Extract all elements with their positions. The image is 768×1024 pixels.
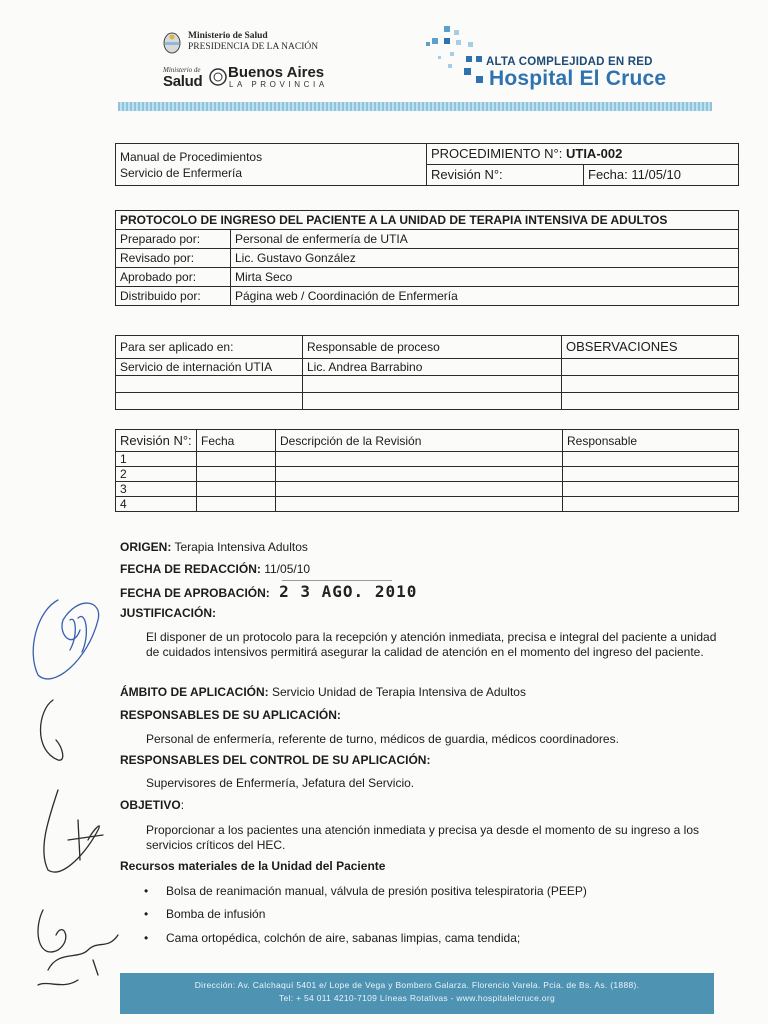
table-row	[116, 359, 739, 376]
col-header: Para ser aplicado en:	[116, 336, 303, 359]
table-cell	[562, 359, 739, 376]
procedure-header-table	[115, 143, 739, 186]
objetivo-heading: OBJETIVO:	[120, 798, 185, 812]
redaccion-value: 11/05/10	[260, 562, 311, 576]
table-row	[116, 376, 739, 393]
table-cell: Lic. Andrea Barrabino	[303, 359, 562, 376]
footer-band	[120, 973, 714, 1014]
table-cell: Servicio de internación UTIA	[116, 359, 303, 376]
list-item: • Bolsa de reanimación manual, válvula de presión positiva telespiratoria (PEEP)	[144, 884, 587, 898]
protocol-table	[115, 210, 739, 306]
ambito-label: ÁMBITO DE APLICACIÓN:	[120, 685, 269, 699]
col-header: Descripción de la Revisión	[276, 430, 563, 452]
revision-table	[115, 429, 739, 512]
bullet-square-icon	[476, 76, 483, 83]
hospital-cross-logo-icon	[424, 22, 484, 88]
list-item: • Bomba de infusión	[144, 907, 266, 921]
table-row	[116, 230, 739, 249]
redaccion-label: FECHA DE REDACCIÓN:	[120, 562, 261, 576]
footer-contact: Tel: + 54 011 4210-7109 Líneas Rotativas - www.hospitalelcruce.org	[279, 993, 555, 1003]
ministerio-line1: Ministerio de Salud	[188, 31, 268, 41]
revision-number: 3	[116, 482, 197, 497]
col-header: OBSERVACIONES	[562, 336, 739, 359]
table-row	[116, 497, 739, 512]
argentina-shield-icon	[163, 32, 181, 54]
objetivo-text: Proporcionar a los pacientes una atención inmediata y precisa ya desde el momento de su ingreso a los servicios críticos del HEC.	[146, 823, 699, 852]
servicio-label: Servicio de Enfermería	[120, 165, 243, 180]
buenos-aires-seal-icon	[209, 68, 227, 86]
table-row	[116, 452, 739, 467]
col-header: Responsable	[563, 430, 739, 452]
ministerio-line2: PRESIDENCIA DE LA NACIÓN	[188, 42, 319, 52]
col-header: Fecha	[197, 430, 276, 452]
footer-address: Dirección: Av. Calchaquí 5401 e/ Lope de Vega y Bombero Galarza. Florencio Varela. Pcia. de Bs. As. (1888).	[194, 980, 640, 990]
table-row	[116, 467, 739, 482]
table-row	[116, 393, 739, 410]
table-row	[116, 249, 739, 268]
recursos-heading: Recursos materiales de la Unidad del Paciente	[120, 859, 386, 873]
col-header: Responsable de proceso	[303, 336, 562, 359]
revision-number: 1	[116, 452, 197, 467]
proc-label: PROCEDIMIENTO N°:	[431, 146, 566, 161]
approval-date-stamp: 2 3 AGO. 2010	[279, 582, 418, 601]
list-item: • Cama ortopédica, colchón de aire, sabanas limpias, cama tendida;	[144, 931, 521, 945]
fecha-aprobacion-line	[120, 584, 417, 601]
resp-control-heading: RESPONSABLES DEL CONTROL DE SU APLICACIÓN:	[120, 753, 431, 767]
header-divider-band	[118, 102, 712, 111]
table-row	[116, 287, 739, 306]
ba-ministerio-label: Ministerio de	[163, 66, 201, 74]
row-label: Aprobado por:	[116, 268, 231, 287]
application-table	[115, 335, 739, 410]
hospital-name: Hospital El Cruce	[476, 67, 666, 91]
fecha-redaccion-line	[120, 562, 310, 577]
buenos-aires-label: Buenos Aires	[228, 64, 325, 81]
justificacion-heading: JUSTIFICACIÓN:	[120, 606, 216, 620]
proc-value: UTIA-002	[565, 146, 623, 161]
revision-number: 2	[116, 467, 197, 482]
resp-aplicacion-heading: RESPONSABLES DE SU APLICACIÓN:	[120, 708, 341, 722]
origen-line	[120, 540, 308, 555]
la-provincia-label: LA PROVINCIA	[229, 80, 328, 89]
stamp-underline	[282, 580, 392, 581]
manual-label: Manual de Procedimientos	[120, 149, 263, 164]
ambito-line	[120, 685, 526, 700]
revision-label: Revisión N°:	[427, 165, 584, 186]
row-value: Mirta Seco	[231, 268, 739, 287]
handwritten-signature	[18, 590, 130, 1010]
ambito-value: Servicio Unidad de Terapia Intensiva de Adultos	[268, 685, 526, 699]
origen-value: Terapia Intensiva Adultos	[171, 540, 308, 554]
ministerio-salud-logo	[188, 31, 318, 53]
row-label: Distribuido por:	[116, 287, 231, 306]
origen-label: ORIGEN:	[120, 540, 172, 554]
table-row	[116, 482, 739, 497]
resp-aplicacion-text: Personal de enfermería, referente de turno, médicos de guardia, médicos coordinadores.	[146, 732, 619, 746]
row-value: Página web / Coordinación de Enfermería	[231, 287, 739, 306]
row-label: Preparado por:	[116, 230, 231, 249]
ba-salud-label: Salud	[163, 73, 203, 90]
table-row	[116, 268, 739, 287]
fecha-label: Fecha: 11/05/10	[584, 165, 739, 186]
row-value: Personal de enfermería de UTIA	[231, 230, 739, 249]
aprobacion-label: FECHA DE APROBACIÓN:	[120, 586, 270, 600]
row-value: Lic. Gustavo González	[231, 249, 739, 268]
justificacion-text: El disponer de un protocolo para la recepción y atención inmediata, precisa e integral del paciente a unidad de cuidados intensivos permitirá asegurar la calidad de atención en el momento del ingreso del paciente.	[146, 630, 717, 659]
resp-control-text: Supervisores de Enfermería, Jefatura del Servicio.	[146, 776, 415, 790]
hospital-subtitle: ALTA COMPLEJIDAD EN RED	[486, 56, 653, 68]
revision-number: 4	[116, 497, 197, 512]
col-header: Revisión N°:	[116, 430, 197, 452]
row-label: Revisado por:	[116, 249, 231, 268]
protocol-title: PROTOCOLO DE INGRESO DEL PACIENTE A LA UNIDAD DE TERAPIA INTENSIVA DE ADULTOS	[116, 211, 739, 230]
